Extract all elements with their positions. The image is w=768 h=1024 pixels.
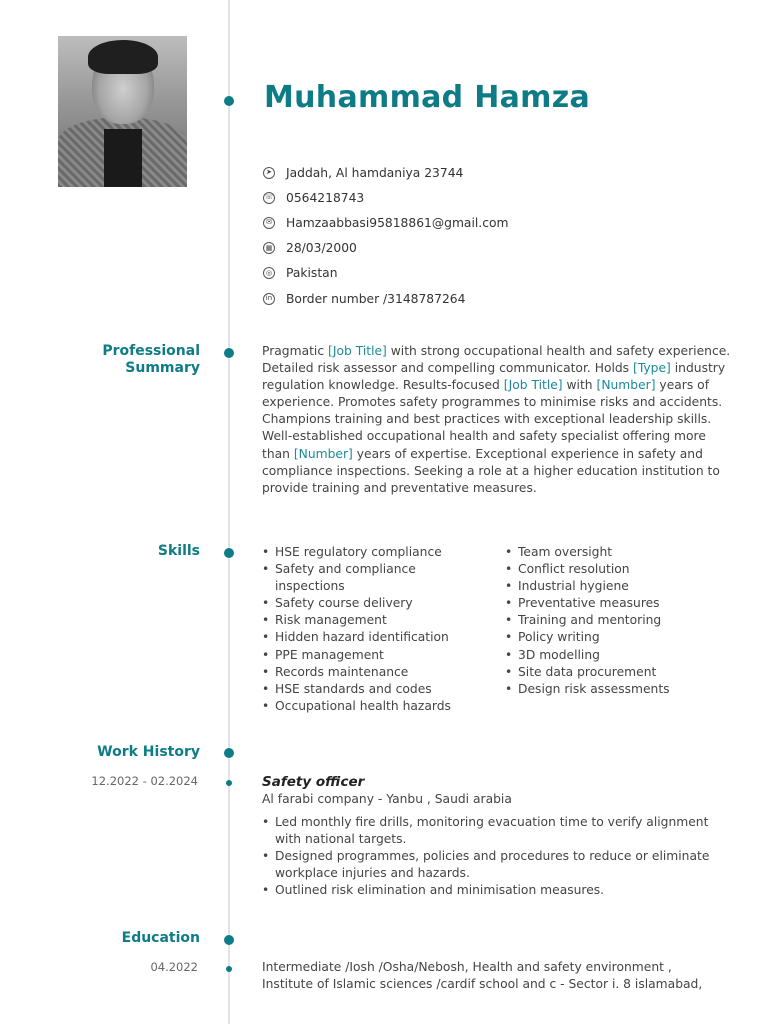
skill-item: • Occupational health hazards <box>262 698 477 715</box>
company-name: Al farabi company - Yanbu , Saudi arabia <box>262 792 512 806</box>
skills-list-left <box>262 544 477 715</box>
summary-fragment: years of experience. Promotes safety programmes to minimise risks and accidents. Champions training and best practices with exceptional leadership skills. Well-established occupational health and safety specialist offering more than <box>262 378 723 461</box>
skill-item: • Safety course delivery <box>262 595 477 612</box>
education-date: 04.2022 <box>150 960 198 974</box>
contact-phone: ☏ 0564218743 <box>264 190 365 205</box>
timeline-dot-education <box>224 935 234 945</box>
candidate-name: Muhammad Hamza <box>264 80 591 115</box>
skill-item: • Policy writing <box>505 629 720 646</box>
calendar-icon: ▦ <box>263 242 275 254</box>
skill-item: • Preventative measures <box>505 595 720 612</box>
summary-placeholder: [Job Title] <box>503 378 563 393</box>
summary-placeholder: [Number] <box>596 378 656 393</box>
summary-fragment: industry regulation knowledge. Results-focused <box>262 361 726 393</box>
skill-item: • Design risk assessments <box>505 681 720 698</box>
skill-item: • Conflict resolution <box>505 561 720 578</box>
work-bullets <box>262 814 732 899</box>
timeline-dot-work-entry <box>226 780 232 786</box>
section-title-summary: Professional Summary <box>102 343 200 376</box>
summary-fragment: years of expertise. Exceptional experience in safety and compliance inspections. Seeking a role at a higher education institution to provide training and preventative measures. <box>262 446 720 495</box>
globe-icon: ◎ <box>263 267 275 279</box>
summary-placeholder: [Number] <box>293 446 353 461</box>
linkedin-icon: in <box>263 293 275 305</box>
contact-border-number: in Border number /3148787264 <box>262 286 508 311</box>
skill-item: • 3D modelling <box>505 647 720 664</box>
skill-item: • Risk management <box>262 612 477 629</box>
timeline-dot-summary <box>224 348 234 358</box>
work-date: 12.2022 - 02.2024 <box>91 774 198 788</box>
contact-birthdate: ▦ 28/03/2000 <box>262 236 508 261</box>
summary-placeholder: [Type] <box>633 361 671 376</box>
contact-email[interactable]: ✉ Hamzaabbasi95818861@gmail.com <box>262 210 508 235</box>
timeline-dot-skills <box>224 548 234 558</box>
summary-placeholder: [Job Title] <box>328 344 387 358</box>
section-title-skills: Skills <box>157 543 200 559</box>
work-bullet: • Led monthly fire drills, monitoring evacuation time to verify alignment with national targets. <box>262 814 732 848</box>
contact-address: ➤ Jaddah, Al hamdaniya 23744 <box>262 160 508 185</box>
location-icon: ➤ <box>263 167 275 179</box>
job-title: Safety officer <box>262 774 365 790</box>
summary-fragment: with <box>562 378 597 393</box>
skill-item: • Records maintenance <box>262 664 477 681</box>
profile-photo <box>58 36 187 187</box>
work-bullet: • Outlined risk elimination and minimisation measures. <box>262 882 732 899</box>
contact-nationality: ◎ Pakistan <box>262 261 508 286</box>
email-icon: ✉ <box>263 217 275 229</box>
section-title-education: Education <box>121 930 200 946</box>
skill-item: • Team oversight <box>505 544 720 561</box>
skill-item: • Industrial hygiene <box>505 578 720 595</box>
summary-text <box>262 343 732 497</box>
summary-fragment: Pragmatic <box>262 344 329 358</box>
skill-item: • HSE regulatory compliance <box>262 544 477 561</box>
timeline-dot-work <box>224 748 234 758</box>
skill-item: • PPE management <box>262 647 477 664</box>
work-bullet: • Designed programmes, policies and procedures to reduce or eliminate workplace injuries and hazards. <box>262 848 732 882</box>
summary-fragment: with strong occupational health and safety experience. Detailed risk assessor and compelling communicator. Holds <box>262 344 731 376</box>
skill-item: • Hidden hazard identification <box>262 629 477 646</box>
section-title-work-history: Work History <box>97 744 200 760</box>
timeline-dot-education-entry <box>226 966 232 972</box>
skills-list-right <box>505 544 720 698</box>
skill-item: • HSE standards and codes <box>262 681 477 698</box>
timeline-line <box>228 0 230 1024</box>
timeline-dot-name <box>224 96 234 106</box>
skill-item: • Safety and compliance inspections <box>262 561 477 595</box>
skill-item: • Site data procurement <box>505 664 720 681</box>
phone-icon: ☏ <box>263 192 275 204</box>
skill-item: • Training and mentoring <box>505 612 720 629</box>
contact-list <box>262 160 508 311</box>
education-text: Intermediate /Iosh /Osha/Nebosh, Health and safety environment , Institute of Islamic sciences /cardif school and c - Sector i. 8 islamabad, <box>262 960 703 992</box>
